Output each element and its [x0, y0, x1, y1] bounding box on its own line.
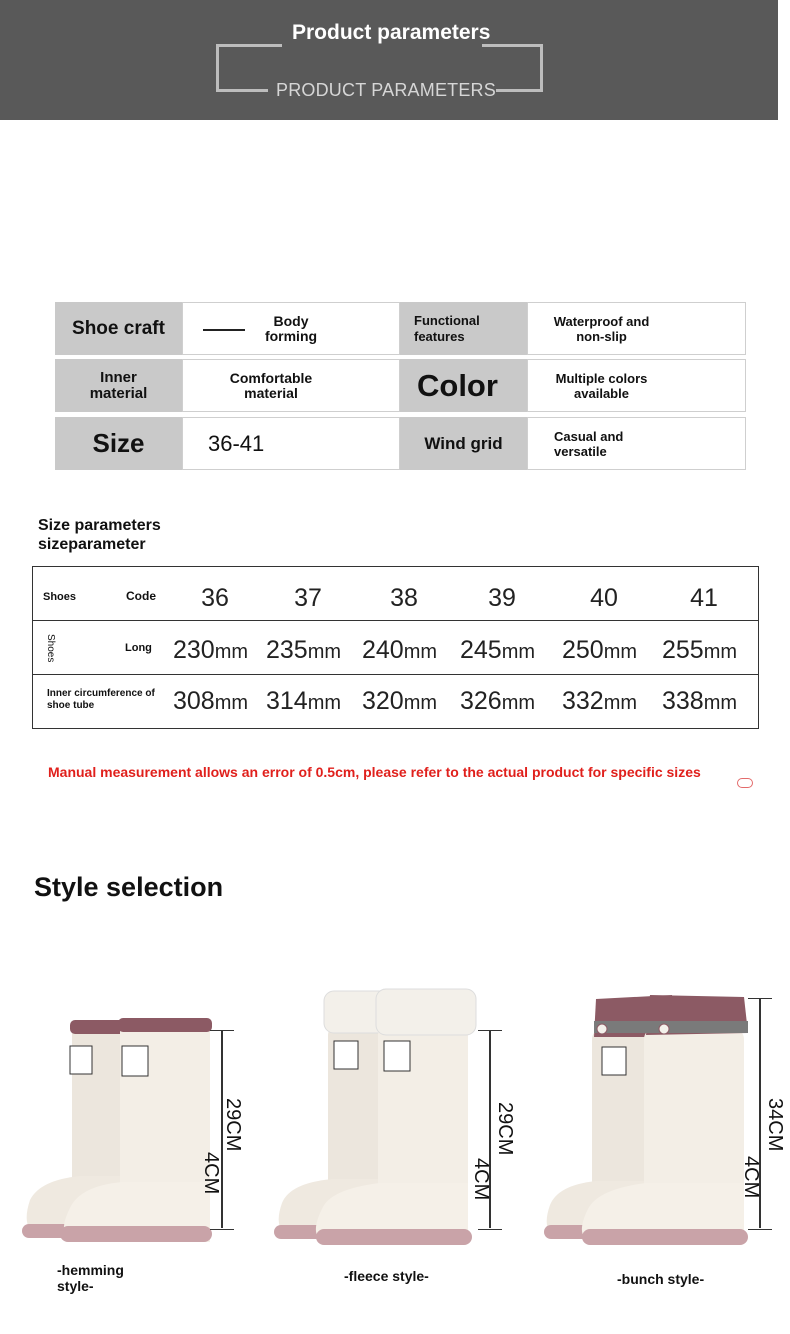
hemming-caption: -hemming style- — [57, 1262, 124, 1294]
length-cell — [173, 636, 248, 665]
row-label-long: Long — [125, 642, 152, 654]
length-cell — [662, 636, 737, 665]
length-cell-value: 230 — [173, 636, 215, 664]
circumference-cell-value: 326 — [460, 687, 502, 715]
row-header-shoes: Shoes — [43, 591, 77, 603]
height-label-2: 29CM — [494, 1102, 516, 1156]
row2-side-label: Shoes — [45, 634, 56, 663]
size-table-divider — [32, 620, 759, 621]
header-banner — [0, 0, 778, 120]
circumference-cell-value: 332 — [562, 687, 604, 715]
header-title: Product parameters — [292, 21, 491, 44]
length-cell-unit: mm — [603, 641, 638, 663]
size-code-cell: 41 — [690, 584, 718, 612]
sole-label-3: 4CM — [740, 1156, 762, 1199]
size-label: Size — [55, 417, 182, 470]
size-code-cell: 36 — [201, 584, 229, 612]
size-code-cell: 39 — [488, 584, 516, 612]
functional-value — [527, 302, 746, 355]
height-label-1: 29CM — [222, 1098, 244, 1152]
circumference-cell — [460, 687, 535, 716]
color-value-text: Multiple colors available — [555, 370, 648, 401]
header-subtitle: PRODUCT PARAMETERS — [276, 80, 496, 100]
hemming-boots-image — [10, 1000, 240, 1250]
circumference-cell-unit: mm — [307, 692, 342, 714]
circumference-cell — [266, 687, 341, 716]
bunch-caption: -bunch style- — [617, 1271, 705, 1287]
size-value: 36-41 — [182, 417, 400, 470]
length-cell-unit: mm — [501, 641, 536, 663]
fleece-caption: -fleece style- — [344, 1268, 429, 1284]
shoe-craft-value — [182, 302, 400, 355]
shoe-craft-value-text: Body forming — [264, 312, 318, 344]
circumference-cell-value: 338 — [662, 687, 704, 715]
circumference-cell — [662, 687, 737, 716]
wind-grid-label: Wind grid — [400, 417, 527, 470]
functional-label: Functional features — [400, 302, 527, 355]
length-cell-value: 235 — [266, 636, 308, 664]
length-cell-unit: mm — [307, 641, 342, 663]
sole-label-2: 4CM — [470, 1158, 492, 1201]
row-label-circumference: Inner circumference of shoe tube — [47, 688, 155, 711]
circumference-cell — [173, 687, 248, 716]
length-cell-unit: mm — [703, 641, 738, 663]
circumference-cell-value: 314 — [266, 687, 308, 715]
length-cell-value: 255 — [662, 636, 704, 664]
circumference-cell-value: 308 — [173, 687, 215, 715]
sole-label-1: 4CM — [200, 1152, 222, 1195]
size-title-line2: sizeparameter — [38, 536, 146, 553]
circumference-cell-value: 320 — [362, 687, 404, 715]
circumference-cell-unit: mm — [403, 692, 438, 714]
length-cell — [266, 636, 341, 665]
dash-mark — [203, 329, 245, 331]
wind-grid-value-text: Casual and versatile — [554, 428, 624, 459]
size-section-title — [38, 516, 161, 554]
row-header-code: Code — [126, 589, 156, 603]
length-cell — [460, 636, 535, 665]
length-cell-value: 240 — [362, 636, 404, 664]
height-label-3: 34CM — [764, 1098, 786, 1152]
inner-material-label-text: Inner material — [89, 368, 148, 402]
bunch-boots-image — [540, 985, 760, 1250]
length-cell-unit: mm — [403, 641, 438, 663]
length-cell — [562, 636, 637, 665]
inner-material-label — [55, 359, 182, 412]
size-code-cell: 37 — [294, 584, 322, 612]
circumference-cell-unit: mm — [501, 692, 536, 714]
size-code-cell: 40 — [590, 584, 618, 612]
length-cell-value: 250 — [562, 636, 604, 664]
size-code-cell: 38 — [390, 584, 418, 612]
circumference-cell — [362, 687, 437, 716]
circumference-cell-unit: mm — [603, 692, 638, 714]
fleece-boots-image — [266, 985, 496, 1250]
length-cell-unit: mm — [214, 641, 249, 663]
measurement-note: Manual measurement allows an error of 0.5cm, please refer to the actual product for specific sizes — [48, 764, 701, 780]
size-table-divider — [32, 674, 759, 675]
functional-value-text: Waterproof and non-slip — [553, 313, 650, 344]
header-bracket-left — [216, 44, 284, 92]
decor-mark — [737, 778, 753, 788]
circumference-cell-unit: mm — [703, 692, 738, 714]
size-title-line1: Size parameters — [38, 517, 161, 534]
inner-material-value — [182, 359, 400, 412]
style-selection-heading: Style selection — [34, 872, 224, 902]
color-label: Color — [400, 359, 527, 412]
inner-material-value-text: Comfortable material — [229, 369, 313, 401]
length-cell-value: 245 — [460, 636, 502, 664]
circumference-cell-unit: mm — [214, 692, 249, 714]
circumference-cell — [562, 687, 637, 716]
length-cell — [362, 636, 437, 665]
shoe-craft-label: Shoe craft — [55, 302, 182, 355]
wind-grid-value — [527, 417, 746, 470]
color-value — [527, 359, 746, 412]
